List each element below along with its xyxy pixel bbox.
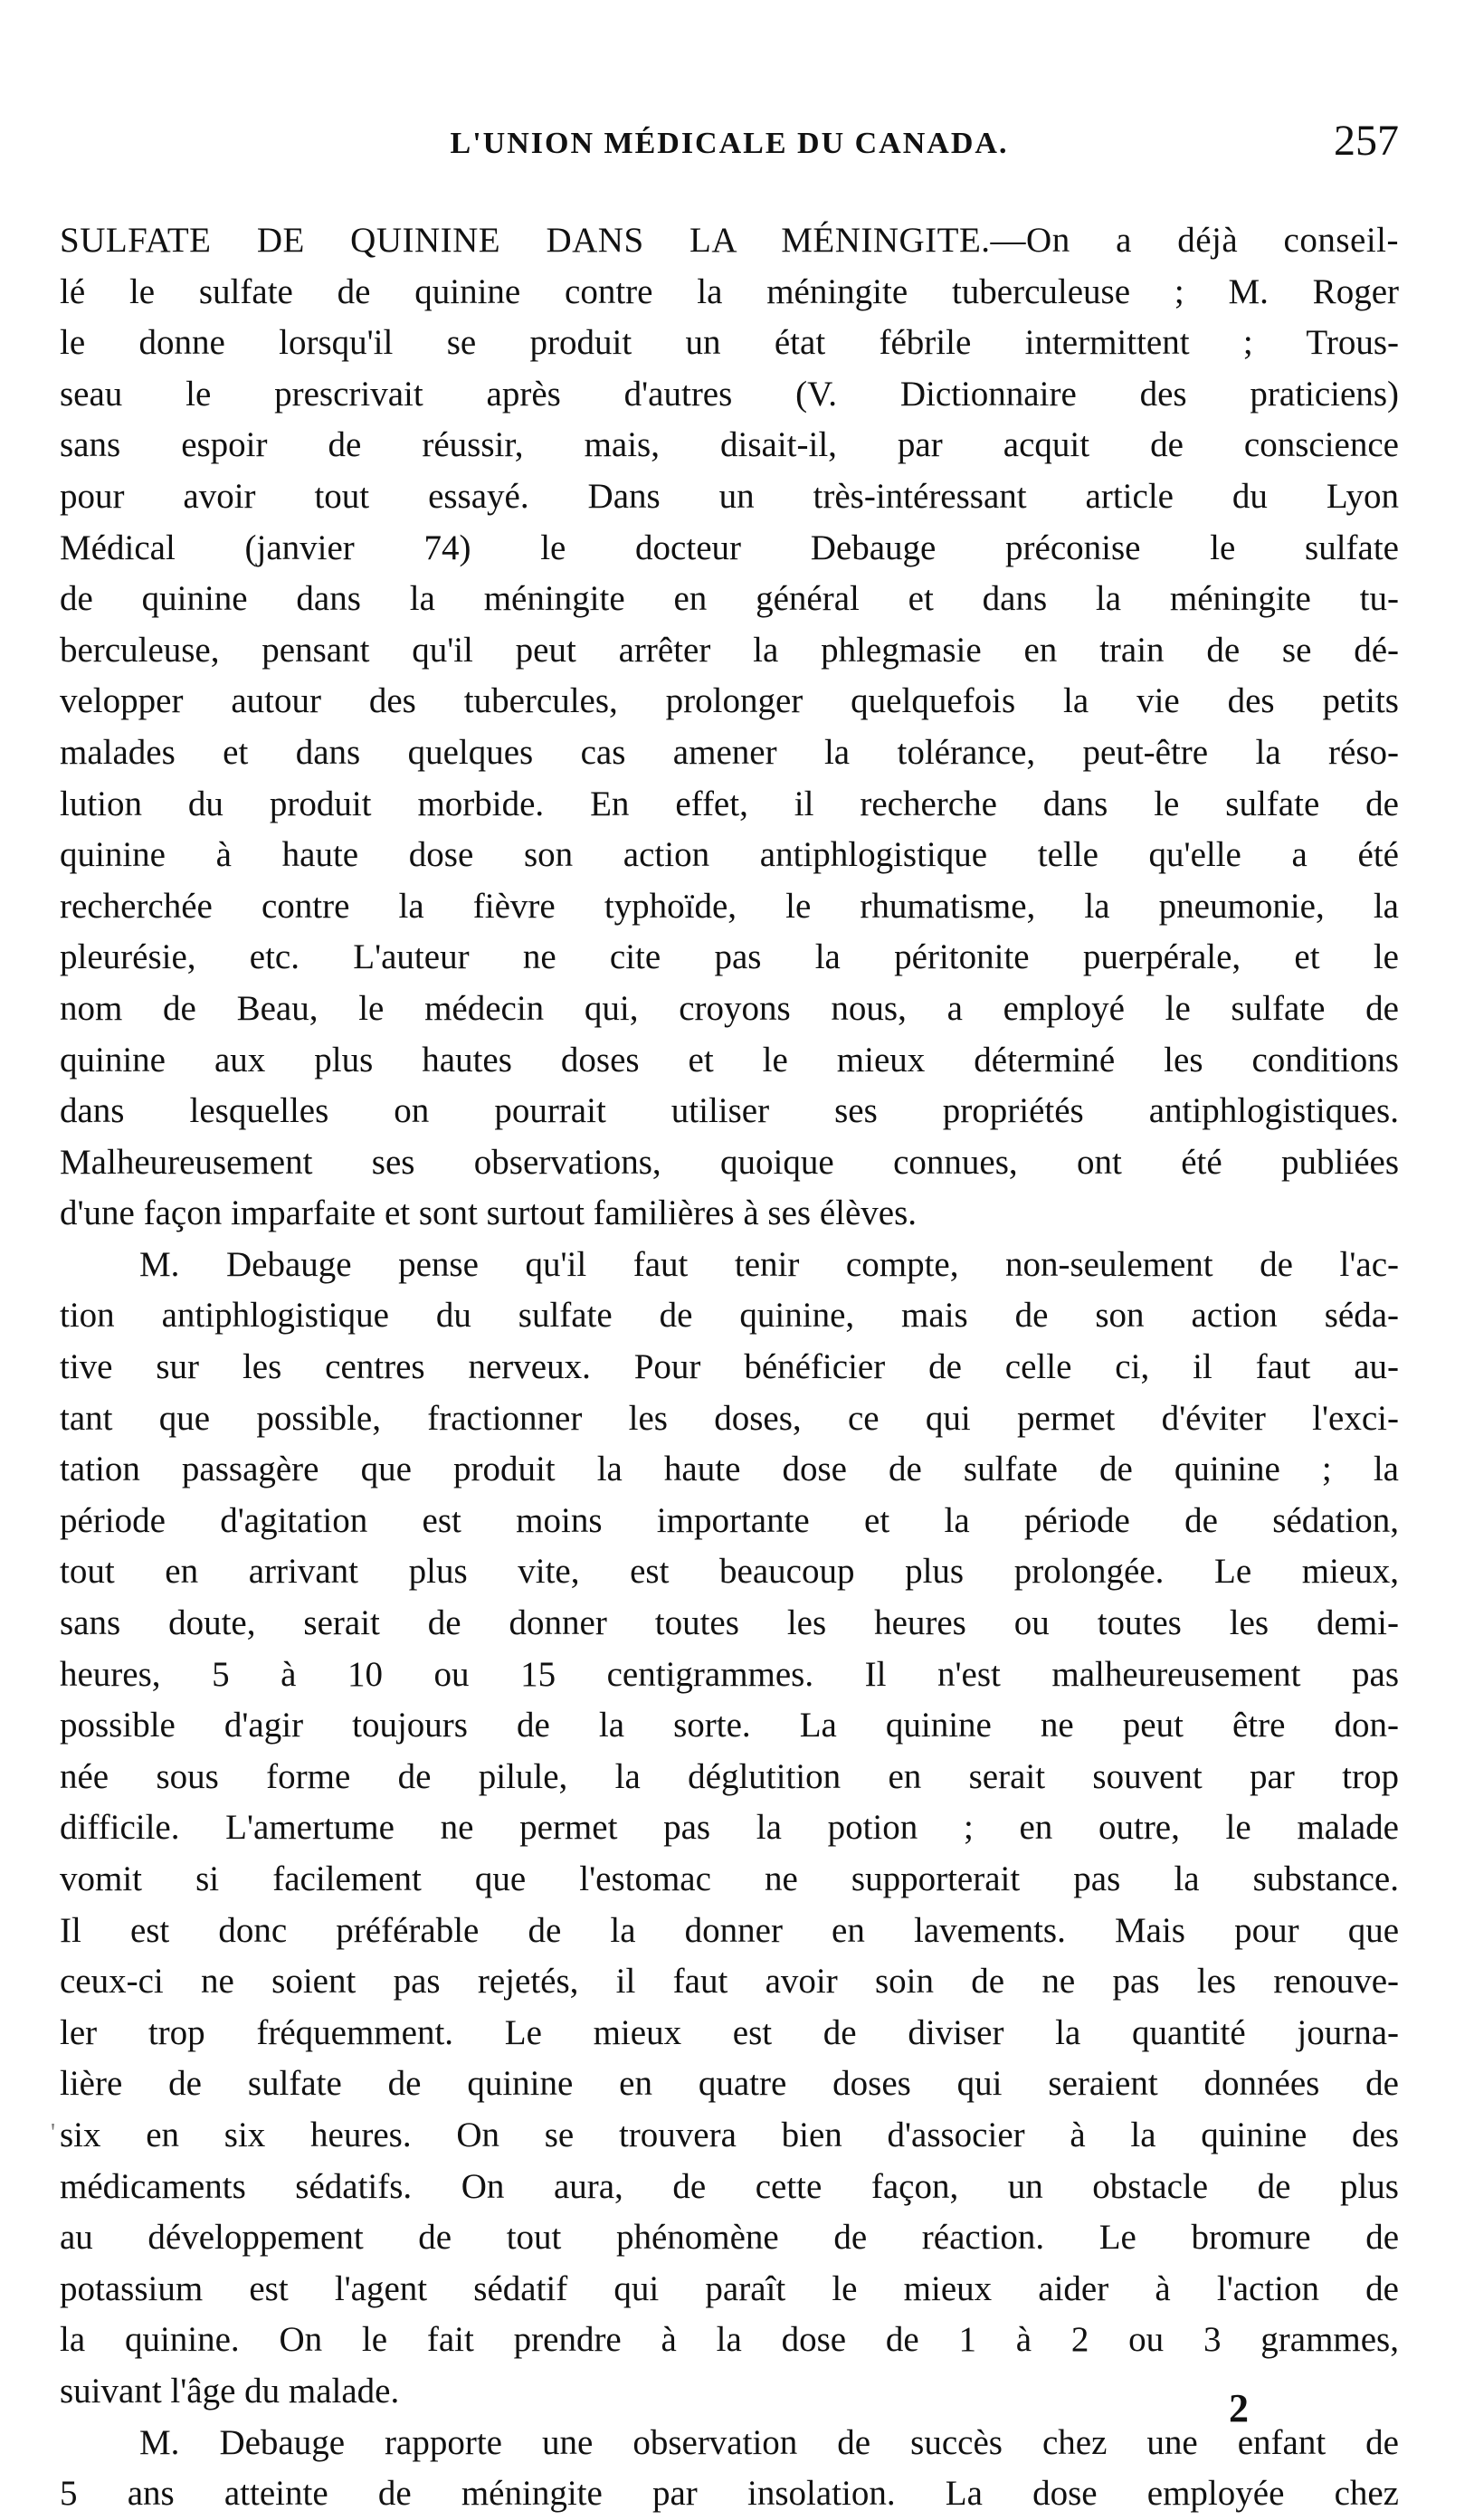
text-line: heures, 5 à 10 ou 15 centigrammes. Il n'est malheureusement pas bbox=[60, 1654, 1399, 1694]
margin-mark: ' bbox=[51, 2119, 56, 2147]
text-line: M. Debauge rapporte une observation de succès chez une enfant de bbox=[139, 2422, 1399, 2462]
text-line: la quinine. On le fait prendre à la dose de 1 à 2 ou 3 grammes, bbox=[60, 2320, 1399, 2360]
text-line: SULFATE DE QUININE DANS LA MÉNINGITE.—On a déjà conseil- bbox=[60, 221, 1399, 260]
signature-mark: 2 bbox=[1229, 2386, 1249, 2430]
text-line: lé le sulfate de quinine contre la méningite tuberculeuse ; M. Roger bbox=[60, 271, 1399, 311]
text-line: tion antiphlogistique du sulfate de quinine, mais de son action séda- bbox=[60, 1296, 1399, 1336]
text-line: Il est donc préférable de la donner en lavements. Mais pour que bbox=[60, 1910, 1399, 1950]
article-body bbox=[60, 215, 1399, 2520]
text-line: le donne lorsqu'il se produit un état fébrile intermittent ; Trous- bbox=[60, 323, 1399, 363]
text-line: berculeuse, pensant qu'il peut arrêter la phlegmasie en train de se dé- bbox=[60, 630, 1399, 670]
text-line: tive sur les centres nerveux. Pour bénéficier de celle ci, il faut au- bbox=[60, 1347, 1399, 1387]
text-line: tout en arrivant plus vite, est beaucoup plus prolongée. Le mieux, bbox=[60, 1552, 1399, 1592]
text-line: quinine aux plus hautes doses et le mieux déterminé les conditions bbox=[60, 1040, 1399, 1079]
text-line: Malheureusement ses observations, quoique connues, ont été publiées bbox=[60, 1142, 1399, 1182]
text-line: possible d'agir toujours de la sorte. La quinine ne peut être don- bbox=[60, 1706, 1399, 1745]
text-line: tant que possible, fractionner les doses, ce qui permet d'éviter l'exci- bbox=[60, 1398, 1399, 1438]
running-title: L'UNION MÉDICALE DU CANADA. bbox=[450, 127, 1009, 160]
text-line: ceux-ci ne soient pas rejetés, il faut avoir soin de ne pas les renouve- bbox=[60, 1962, 1399, 2002]
text-line: née sous forme de pilule, la déglutition en serait souvent par trop bbox=[60, 1756, 1399, 1796]
text-line: sans doute, serait de donner toutes les heures ou toutes les demi- bbox=[60, 1603, 1399, 1643]
text-line: tation passagère que produit la haute dose de sulfate de quinine ; la bbox=[60, 1450, 1399, 1489]
text-line: médicaments sédatifs. On aura, de cette façon, un obstacle de plus bbox=[60, 2166, 1399, 2206]
text-line: difficile. L'amertume ne permet pas la potion ; en outre, le malade bbox=[60, 1808, 1399, 1848]
text-line: lière de sulfate de quinine en quatre doses qui seraient données de bbox=[60, 2064, 1399, 2104]
text-line: potassium est l'agent sédatif qui paraît le mieux aider à l'action de bbox=[60, 2268, 1399, 2308]
text-line: de quinine dans la méningite en général et dans la méningite tu- bbox=[60, 579, 1399, 619]
running-head bbox=[60, 116, 1399, 179]
text-line: au développement de tout phénomène de réaction. Le bromure de bbox=[60, 2218, 1399, 2258]
text-line: suivant l'âge du malade. bbox=[60, 2371, 400, 2411]
text-line: recherchée contre la fièvre typhoïde, le rhumatisme, la pneumonie, la bbox=[60, 886, 1399, 926]
text-line: velopper autour des tubercules, prolonger quelquefois la vie des petits bbox=[60, 681, 1399, 721]
text-line: sans espoir de réussir, mais, disait-il, par acquit de conscience bbox=[60, 425, 1399, 465]
text-line: ler trop fréquemment. Le mieux est de diviser la quantité journa- bbox=[60, 2012, 1399, 2052]
text-line: période d'agitation est moins importante et la période de sédation, bbox=[60, 1500, 1399, 1540]
text-line: dans lesquelles on pourrait utiliser ses propriétés antiphlogistiques. bbox=[60, 1091, 1399, 1131]
text-line: M. Debauge pense qu'il faut tenir compte, non-seulement de l'ac- bbox=[139, 1244, 1399, 1284]
text-line: nom de Beau, le médecin qui, croyons nous, a employé le sulfate de bbox=[60, 988, 1399, 1028]
text-line: malades et dans quelques cas amener la tolérance, peut-être la réso- bbox=[60, 732, 1399, 772]
text-line: 5 ans atteinte de méningite par insolation. La dose employée chez bbox=[60, 2474, 1399, 2514]
text-line: pour avoir tout essayé. Dans un très-intéressant article du Lyon bbox=[60, 476, 1399, 516]
text-line: quinine à haute dose son action antiphlogistique telle qu'elle a été bbox=[60, 835, 1399, 875]
text-line: Médical (janvier 74) le docteur Debauge préconise le sulfate bbox=[60, 528, 1399, 567]
text-line: lution du produit morbide. En effet, il recherche dans le sulfate de bbox=[60, 784, 1399, 823]
text-line: d'une façon imparfaite et sont surtout familières à ses élèves. bbox=[60, 1193, 918, 1233]
text-line: vomit si facilement que l'estomac ne supporterait pas la substance. bbox=[60, 1859, 1399, 1898]
page-number: 257 bbox=[1334, 117, 1399, 165]
text-line: six en six heures. On se trouvera bien d'associer à la quinine des bbox=[60, 2115, 1399, 2154]
text-line: seau le prescrivait après d'autres (V. Dictionnaire des praticiens) bbox=[60, 374, 1399, 414]
text-line: pleurésie, etc. L'auteur ne cite pas la péritonite puerpérale, et le bbox=[60, 937, 1399, 977]
